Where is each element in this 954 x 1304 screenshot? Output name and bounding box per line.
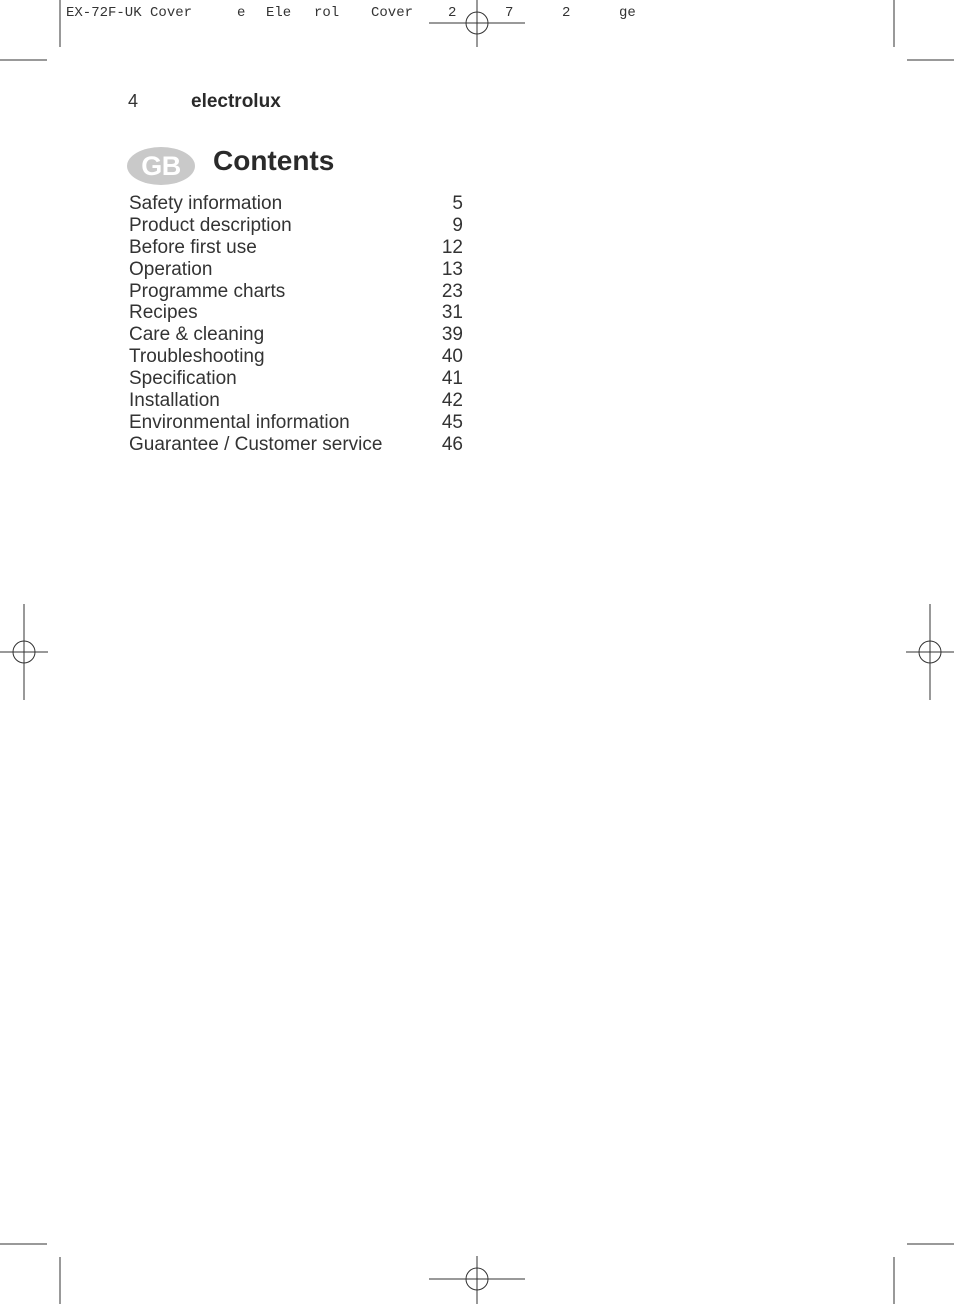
- table-of-contents: [129, 193, 463, 456]
- toc-label: Troubleshooting: [129, 346, 265, 368]
- toc-label: Product description: [129, 214, 292, 236]
- toc-row: [129, 390, 463, 412]
- toc-page-number: 42: [441, 390, 463, 412]
- page-number: 4: [128, 91, 139, 111]
- toc-row: [129, 346, 463, 368]
- slug-part: 2: [448, 5, 457, 21]
- toc-label: Specification: [129, 368, 237, 390]
- toc-row: [129, 324, 463, 346]
- toc-page-number: 39: [441, 324, 463, 346]
- toc-page-number: 31: [441, 302, 463, 324]
- toc-page-number: 41: [441, 368, 463, 390]
- slug-part: 7: [505, 5, 514, 21]
- registration-mark-top: [429, 0, 525, 47]
- toc-row: [129, 259, 463, 281]
- toc-row: [129, 193, 463, 215]
- toc-label: Programme charts: [129, 280, 286, 302]
- toc-label: Care & cleaning: [129, 324, 265, 346]
- slug-part: e: [237, 5, 246, 21]
- toc-page-number: 12: [441, 236, 463, 258]
- toc-row: [129, 215, 463, 237]
- toc-label: Before first use: [129, 236, 257, 258]
- brand-name: electrolux: [191, 91, 281, 112]
- toc-label: Recipes: [129, 302, 198, 324]
- slug-part: rol: [314, 5, 340, 21]
- toc-label: Operation: [129, 258, 213, 280]
- toc-page-number: 9: [452, 214, 463, 236]
- slug-part: EX-72F-UK Cover: [66, 5, 193, 21]
- toc-page-number: 23: [441, 280, 463, 302]
- registration-mark-right: [906, 604, 954, 700]
- slug-part: Cover: [371, 5, 414, 21]
- toc-row: [129, 434, 463, 456]
- toc-row: [129, 302, 463, 324]
- toc-label: Installation: [129, 390, 220, 412]
- toc-page-number: 5: [452, 193, 463, 214]
- slug-part: ge: [619, 5, 636, 21]
- slug-part: 2: [562, 5, 571, 21]
- slug-part: Ele: [266, 5, 292, 21]
- toc-label: Guarantee / Customer service: [129, 433, 383, 455]
- toc-page-number: 13: [441, 258, 463, 280]
- toc-page-number: 40: [441, 346, 463, 368]
- toc-row: [129, 237, 463, 259]
- page-title: Contents: [213, 145, 335, 176]
- toc-row: [129, 281, 463, 303]
- toc-row: [129, 368, 463, 390]
- toc-label: Safety information: [129, 193, 283, 214]
- registration-mark-left: [0, 604, 48, 700]
- toc-label: Environmental information: [129, 411, 350, 433]
- toc-page-number: 45: [441, 411, 463, 433]
- registration-mark-bottom: [429, 1256, 525, 1304]
- toc-row: [129, 412, 463, 434]
- toc-page-number: 46: [441, 433, 463, 455]
- language-badge: GB: [127, 147, 195, 185]
